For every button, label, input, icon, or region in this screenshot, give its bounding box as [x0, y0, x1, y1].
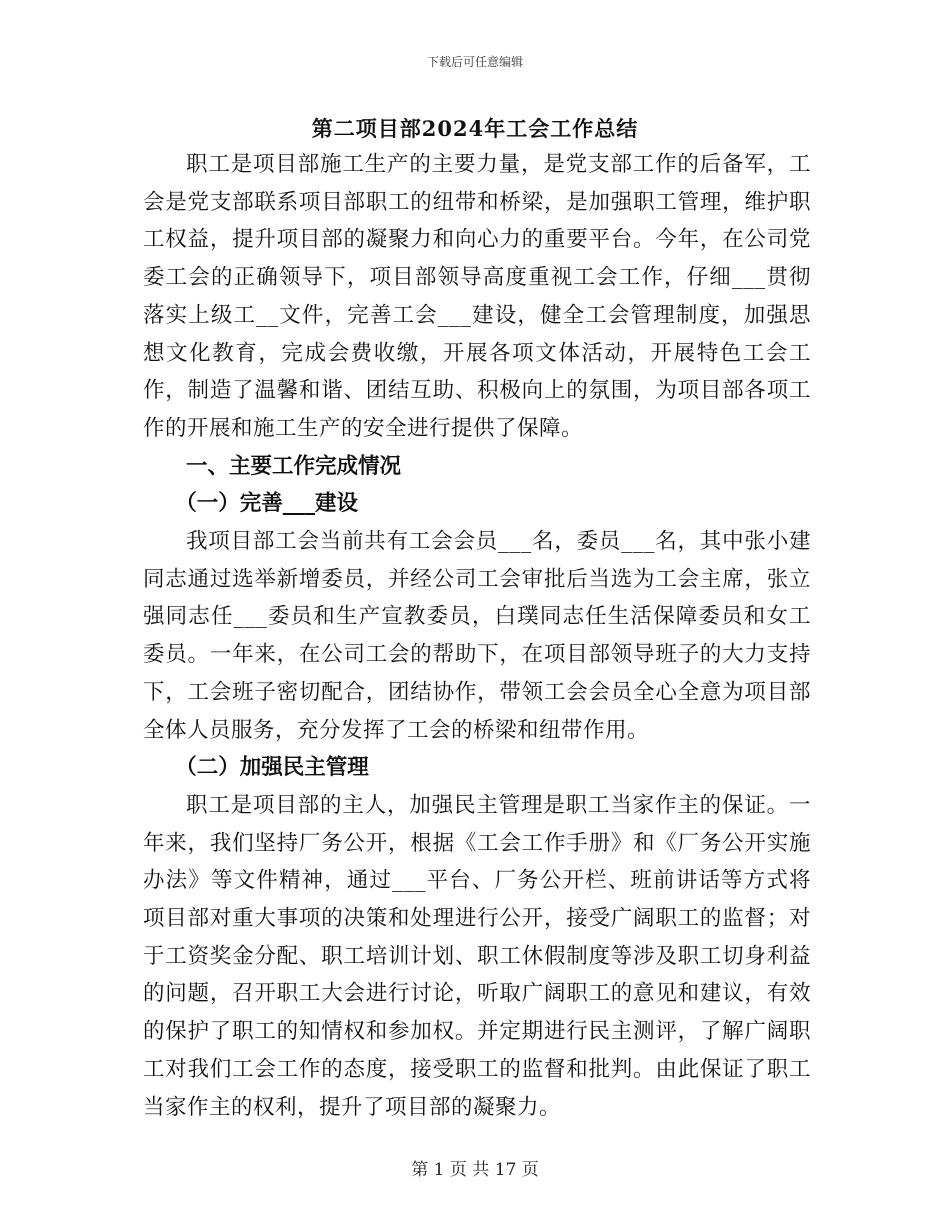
subsection-heading-democratic-management: （二）加强民主管理 [175, 755, 369, 781]
document-body [143, 146, 811, 1126]
intro-paragraph: 职工是项目部施工生产的主要力量，是党支部工作的后备军，工会是党支部联系项目部职工的纽带和桥梁，是加强职工管理，维护职工权益，提升项目部的凝聚力和向心力的重要平台。今年，在公司党委工会的正确领导下，项目部领导高度重视工会工作，仔细___贯彻落实上级工__文件，完善工会___建设，健全工会管理制度，加强思想文化教育，完成会费收缴，开展各项文体活动，开展特色工会工作，制造了温馨和谐、团结互助、积极向上的氛围，为项目部各项工作的开展和施工生产的安全进行提供了保障。 [143, 152, 811, 441]
section-heading-main-work: 一、主要工作完成情况 [186, 453, 402, 479]
subsection-heading-construction: （一）完善___建设 [175, 491, 359, 517]
document-title: 第二项目部2024年工会工作总结 [311, 116, 639, 141]
page-number-footer: 第 1 页 共 17 页 [411, 1160, 539, 1180]
subsection-paragraph-construction: 我项目部工会当前共有工会会员___名，委员___名，其中张小建同志通过选举新增委员，并经公司工会审批后当选为工会主席，张立强同志任___委员和生产宣教委员，白璞同志任生活保障委员和女工委员。一年来，在公司工会的帮助下，在项目部领导班子的大力支持下，工会班子密切配合，团结协作，带领工会会员全心全意为项目部全体人员服务，充分发挥了工会的桥梁和纽带作用。 [143, 529, 811, 743]
page-header-note: 下载后可任意编辑 [426, 55, 523, 69]
subsection-paragraph-democratic-management: 职工是项目部的主人，加强民主管理是职工当家作主的保证。一年来，我们坚持厂务公开，根据《工会工作手册》和《厂务公开实施办法》等文件精神，通过___平台、厂务公开栏、班前讲话等方式将项目部对重大事项的决策和处理进行公开，接受广阔职工的监督；对于工资奖金分配、职工培训计划、职工休假制度等涉及职工切身利益的问题，召开职工大会进行讨论，听取广阔职工的意见和建议，有效的保护了职工的知情权和参加权。并定期进行民主测评，了解广阔职工对我们工会工作的态度，接受职工的监督和批判。由此保证了职工当家作主的权利，提升了项目部的凝聚力。 [143, 792, 811, 1120]
